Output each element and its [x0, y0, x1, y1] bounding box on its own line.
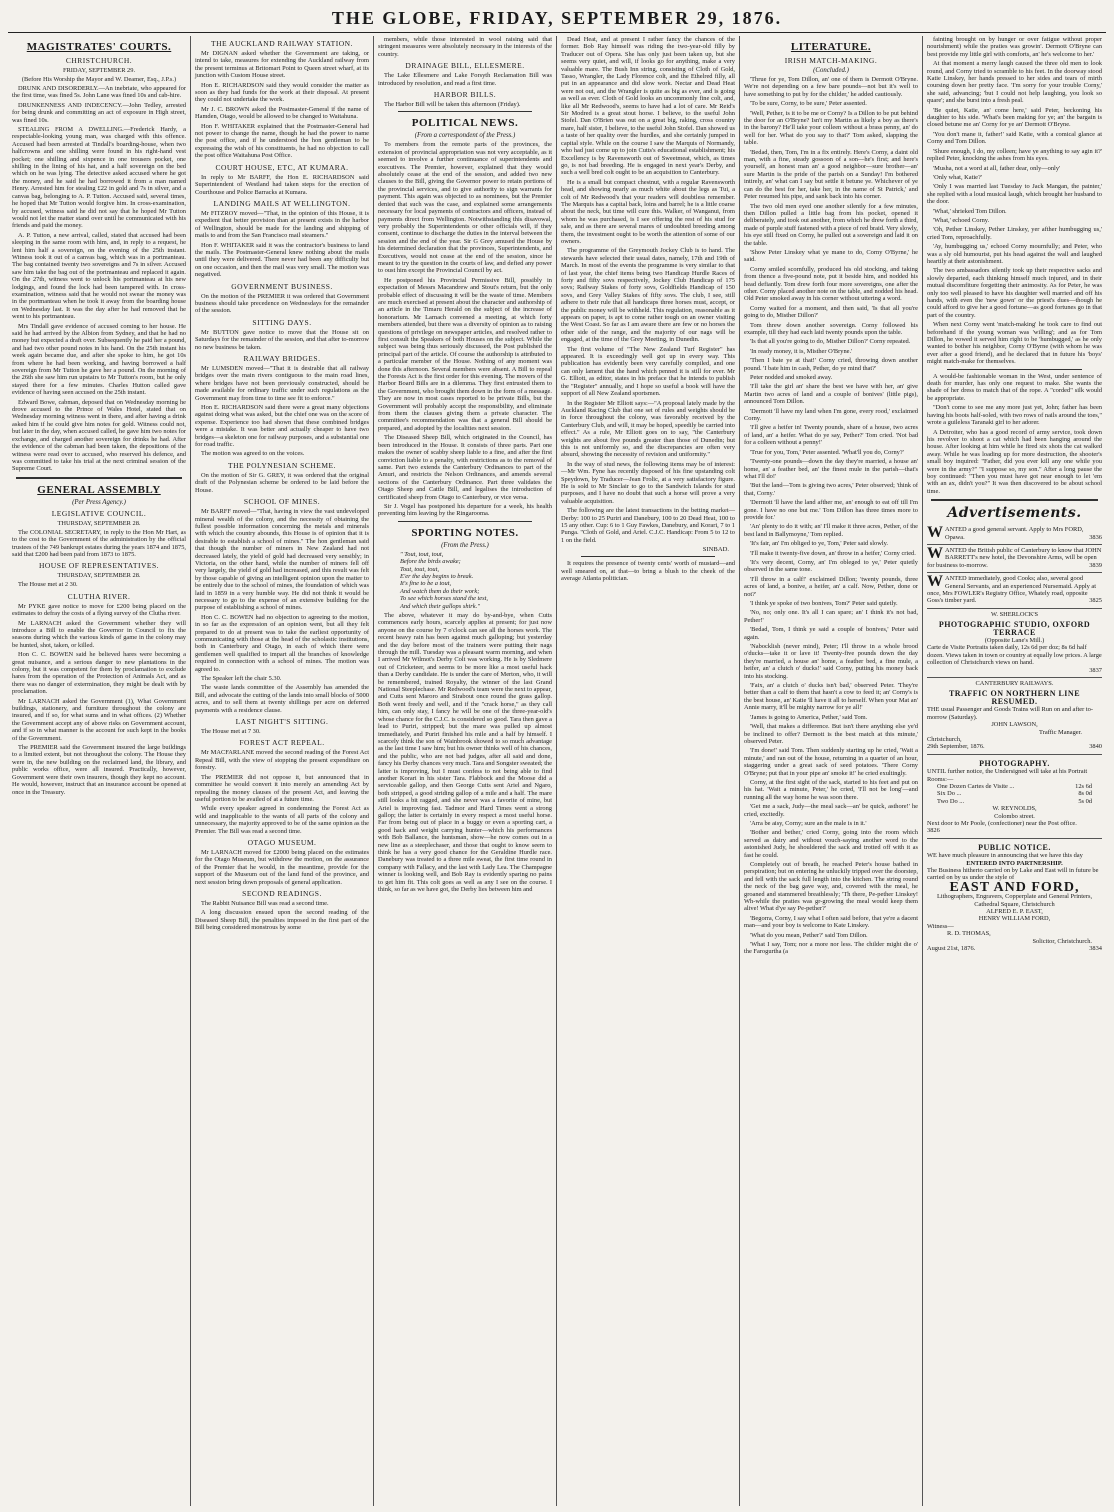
paragraph: 'In ready money, it is, Misther O'Bryne.'	[750, 347, 853, 355]
paragraph: Mr MACFARLANE moved the second reading of the Forest Act Repeal Bill, with the view of stopping the present expenditure on forestry.	[195, 749, 369, 772]
paragraph: The Rabbit Nuisance Bill was read a second time.	[201, 899, 329, 907]
subheading: GOVERNMENT BUSINESS.	[231, 281, 333, 291]
ad-sub: (Opposite Lane's Mill.)	[984, 637, 1045, 645]
paragraph: 'Is that all you're going to do, Misther Dillon?' Corny repeated.	[750, 338, 911, 346]
ad-date: 29th September, 1876.	[927, 743, 985, 751]
paragraph: At that moment a merry laugh caused the three old men to look round, and Corny tried to scramble to his feet. In the doorway stood Katie Linskey, her hands pressed to her sides and tears of mirth coursing down her pretty face. 'I'm sorry for your trouble Corny,' she said, advancing; 'but I could not help laughing, you look so quare'; and she burst into a fresh peal.	[927, 60, 1102, 105]
dateline: THURSDAY, SEPTEMBER 28.	[57, 519, 141, 527]
misc-item: "Don't come to see me any more just yet, John; father has been having his boots half-soled, with two rows of nails around the toes," wrote a guileless Taranaki girl to her adorer.	[927, 404, 1102, 427]
ad-signature: W. REYNOLDS,	[992, 805, 1037, 813]
council-heading: LEGISLATIVE COUNCIL.	[51, 508, 147, 518]
section-title: MAGISTRATES' COURTS.	[26, 41, 172, 53]
ad-date-row	[927, 743, 1102, 750]
divider	[581, 556, 715, 557]
paragraph: Mrs Tindall gave evidence of accused coming to her house. He said he had arrived by the Albion from Sydney, and that he had no money but expected a draft over. Subsequently he paid her a pound, and had two other pound notes in his hand. On the 25th instant his week again became due, and after she spoke to him, he got 10s from where he had been working, and having borrowed a half sovereign from Mr Tutton he gave her a pound. On the morning of the 26th she saw him run upstairs to Mr Tutton's room, but he only stayed there for a few minutes. Charles Hutton called gave evidence of having seen accused on the 25th instant.	[12, 322, 186, 397]
paragraph: Hon C. C. BOWEN had no objection to agreeing to the motion, in so far as the expression of an opinion went, but all they felt prepared to do at present was to take the earliest opportunity of communicating with those at the head of the scholastic institutions, both in Canterbury and Otago, in each of which there were gentlemen well qualified to impart all the branches of knowledge required in connection with a school of mines. The motion was agreed to.	[195, 613, 369, 673]
ad-number: 3840	[1089, 743, 1102, 751]
drop-cap: W	[927, 524, 943, 542]
paragraph: He postponed his Provincial Permissive Bill, possibly in expectation of Messrs Macandrew and Stout's return, but the only probable effect of discussing it will be the waste of time. Members are much exercised at present about the character and authorship of an article in the Timaru Herald on the subject of the increase of honorarium. Mr Larnach convened a meeting, at which forty members attended, but there was a diversity of opinion as to raising questions of privilege on newspaper articles, and resolved rather to first consult the Speakers of both Houses on the subject. While the subject was being thus seriously discussed, the Post published the principal part of the article. Of course the authorship is attributed to a particular member of the House. Nothing of any moment was done this afternoon. Several members were absent. A Bill to repeal the Forests Act is the first order for this evening. The movers of the Harbor Board Bills are in a dilemma. They first entrusted them to the Government, who brought them down in the form of a message. They are now in most cases reported to be private Bills, but the Government will probably accept the responsibility, and eliminate from them the clauses giving them a private character. The committee's recommendation was that a general Bill should be prepared, and adopted by the localities next session.	[378, 276, 552, 432]
ad-railways	[927, 678, 1102, 755]
paragraph: Mr FITZROY moved—"That, in the opinion of this House, it is expedient that better provision than at present exists in the harbor of Wellington, should be made for the landing and shipping of mails to and from the San Francisco mail steamers."	[195, 209, 369, 240]
paragraph: The programme of the Greymouth Jockey Club is to hand. The stewards have selected their usual dates, namely, 17th and 19th of March. In most of the events the programme is very similar to that of last year, the chief items being two Handicap Hurdle Races of forty and fifty sovs respectively, Jockey Club Handicap of 175 sovs; Railway Stakes of forty sovs, Goldfields Handicap of 150 sovs, and Grey Valley Stakes of fifty sovs. The club, I see, still adhere to their rule that all handicaps three horses must, accept, or the public money will be withheld. This regulation, reasonable as it appears on paper, is apt to come rather tough on an owner visiting the West Coast. So far as I am aware there are few or no horses the other side of the range, and the majority of our nags will be engaged, at the time of the Grey Meeting, in Dunedin.	[561, 247, 735, 344]
paragraph: The Lake Ellesmere and Lake Forsyth Reclamation Bill was introduced by resolution, and read a first time.	[378, 72, 552, 87]
divider	[398, 521, 532, 522]
misc-items	[927, 373, 1102, 496]
paragraph: 'What do you mean, Pether?' said Tom Dillon.	[750, 931, 868, 939]
divider	[947, 369, 1082, 370]
paragraph: On the motion of Sir G. GREY, it was ordered that the original draft of the Polynesian scheme be ordered to be laid before the House.	[195, 471, 369, 494]
ad-text: UNTIL further notice, the Undersigned will take at his Portrait Rooms:—	[927, 768, 1088, 783]
misc-item: A Detroiter, who has a good record of army service, took down his revolver to shoot a cat which had been hanging around the house. After looking at him while he fired six shots the cat walked away. While he was loading up for more destruction, the shooter's small boy inquired: "Father, did you ever kill any one while you were in the army?" "I suppose so, my son." After a long pause the boy continued: "Then you must have got near enough to let 'em with an ax, didn't you?" It was then discovered to be about school time.	[927, 428, 1102, 495]
partner-name: ALFRED E. P. EAST,	[986, 908, 1043, 916]
paragraph: 'No, no; only one. It's all I can spare; an' I think it's not bad, Pether!'	[744, 609, 918, 624]
section-title: POLITICAL NEWS.	[411, 117, 519, 130]
paragraph: 'Nabocklish (never mind), Peter; I'll throw in a whole brood o'ducks—take it or lave it! Twenty-five pounds down the day they're married, a house an' home, a feather bed, a fine mule, a heifer, an' a clutch o' ducks!' said Corny, putting his money back into his stocking.	[744, 643, 918, 680]
price-row	[927, 790, 1102, 797]
column-5	[740, 36, 923, 1506]
ad-title: TRAFFIC ON NORTHERN LINE RESUMED.	[948, 689, 1081, 706]
verse-line: " Tout, tout, tout,	[400, 550, 444, 558]
ad-number: 3834	[1089, 945, 1102, 953]
paragraph: members, while those interested in wool raising said that stringent measures were absolutely necessary in the interests of the country.	[378, 36, 552, 58]
ad-note: Next door to Mr Poole, (confectioner) near the Post office.	[927, 819, 1077, 827]
paragraph: The motion was agreed to on the voices.	[201, 450, 305, 458]
paragraph: Mr DIGNAN asked whether the Government are taking, or intend to take, measures for extending the Auckland railway from the present terminus at Britomart Point to Queen street wharf, at its junction with Custom House street.	[195, 50, 369, 80]
paragraph: fainting brought on by hunger or over fatigue without proper nourishment) while the praties was growin'. Dermott O'Bryne can best provide my little girl with comforts, an' he's welcome to her.'	[927, 36, 1102, 58]
ad-number: 3826	[927, 827, 940, 835]
section-title: LITERATURE.	[790, 41, 872, 53]
ad-role: Colombo street.	[994, 812, 1035, 820]
article-body	[927, 36, 1102, 366]
classified-ads	[927, 524, 1102, 609]
paragraph: 'What I say, Tom; nor a more nor less. The childer might die o' the Farogurtha (a	[744, 941, 918, 956]
paragraph: The PREMIER did not oppose it, but announced that in committee he would convert it into merely an amending Act by repealing the money clauses of the present Act, and leaving the useful portion to be availed of at a future time.	[195, 773, 369, 803]
paragraph: The Diseased Sheep Bill, which originated in the Council, has been introduced in the House. It consists of three parts. Part one makes the owner of scabby sheep liable to a fine, and after the first conviction liable to a penalty, with restrictions as to the removal of same. Part two extends the Canterbury Ordinances to part of the Amuri, and restricts the Nelson Ordinances, and amends several sections of the Canterbury Ordinance. Part three validates the Otago Sheep and Cattle Bill, and legalises the introduction of certificated sheep from Otago to Canterbury, or vice versa.	[378, 434, 552, 501]
ad-text: WE have much pleasure in announcing that we have this day	[927, 852, 1083, 860]
paragraph: Tom threw down another sovereign. Corny followed his example, till they had each laid twenty pounds upon the table.	[744, 321, 918, 336]
ad-sherlock	[927, 609, 1102, 678]
paragraph: 'I'll throw in a calf!' exclaimed Dillon; 'twenty pounds, three acres of land, a bonive, a heifer, an' a calf. Now, Pether, done or not?'	[744, 575, 918, 598]
paragraph: When next Corny went 'match-making' he took care to find out beforehand if the young woman was 'willing'; and as for Tom Dillon, he vowed it served him right to be 'humbugged,' as he only wanted to bother his neighbor, Corny O'Byrne (with whom he was ever after a good friend), and he declared that in future his 'boys' might match-make for themselves.	[927, 321, 1102, 366]
subheading: COURT HOUSE, ETC, AT KUMARA.	[215, 162, 349, 172]
paragraph: Corny waited for a moment, and then said, 'Is that all you're going to do, Misther Dillon?'	[744, 304, 918, 320]
paragraph: 'Dermott 'll have the land afther me, an' enough to eat off till I'm gone. I have no one but me.' Tom Dillon has three times more to provide for.'	[744, 499, 918, 521]
firm-name: EAST AND FORD,	[949, 879, 1080, 895]
paragraph: 'You don't mane it, father!' said Katie, with a comical glance at Corny and Tom Dillon.	[927, 130, 1102, 146]
ad-public-notice	[927, 839, 1102, 956]
paragraph: On the motion of the PREMIER it was ordered that Government business should take precedence on Wednesdays for the remainder of the session.	[195, 292, 369, 315]
subheading: LANDING MAILS AT WELLINGTON.	[213, 198, 351, 208]
paragraph: Mr BUTTON gave notice to move that the House sit on Saturdays for the remainder of the session, and that after to-morrow no new business be taken.	[195, 328, 369, 351]
house-heading: HOUSE OF REPRESENTATIVES.	[38, 561, 160, 571]
ad-text: The Business hitherto carried on by Lake and East will in future be carried on by us under the style of	[927, 867, 1099, 882]
paragraph: 'I'll make it twenty-five down, an' throw in a heifer,' Corny cried.	[750, 549, 916, 557]
verse-line: Before the birds awake;	[400, 558, 461, 566]
paragraph: 'To be sure, Corny, to be sure,' Peter assented.	[750, 100, 867, 108]
verse-line: E'er the day begins to break.	[400, 572, 474, 580]
verse	[400, 551, 552, 610]
byline: (From a correspondent of the Press.)	[414, 132, 516, 140]
ad-text: ANTED a good general servant. Apply to Mrs FORD, Opawa.	[945, 526, 1084, 541]
ad-emphasis: ENTERED INTO PARTNERSHIP.	[966, 859, 1063, 867]
divider	[16, 477, 182, 479]
ad-title: PUBLIC NOTICE.	[978, 842, 1051, 852]
ad-text: Carte de Visite Portraits taken daily, 12s 6d per doz; 8s 6d half dozen. Views taken in town or country at equally low prices. A large collection of Christchurch views on hand.	[927, 644, 1102, 667]
ad-number: 3839	[1089, 561, 1102, 569]
witness-label: Witness—	[927, 922, 954, 930]
dateline: FRIDAY, SEPTEMBER 29.	[62, 67, 136, 74]
paragraph: Edward Bowe, cabman, deposed that on Wednesday morning he drove accused to the Prince of Wales Hotel, stated that on Wednesday morning witness went in there, and after having a drink asked him if he could give him notes for gold. Witness could not, but later in the day, when accused called, he gave him two notes for exchange, and charged another sovereign for drinks he had. After the evidence of the cabman had been taken, the depositions of the witness were read over to accused, who reserved his defence, and was committed to take his trial at the next criminal session of the Supreme Court.	[12, 398, 186, 473]
paragraph: 'I'm done!' said Tom. Then suddenly starting up he cried, 'Wait a minute,' and ran out of the house, returning in a quarter of an hour, staggering under a great sack of seed potatoes. 'There Corny O'Bryne; put that in your pipe an' smoke it!' he cried exultingly.	[744, 747, 918, 777]
paragraph: 'Show Peter Linskey what ye mane to do, Corny O'Byrne,' he said.	[744, 248, 918, 264]
paragraph: 'Ay, humbugging us,' echoed Corny mournfully; and Peter, who was a sly old humourist, put his head against the wall and laughed heartily at their astonishment.	[927, 243, 1102, 265]
column-2	[191, 36, 374, 1506]
paragraph: 'Thrue for ye, Tom Dillon, an' one of them is Dermott O'Bryne. We're not depending on a few bare pounds—not but it's well to have something to put by for the childer,' he added cautiously.	[744, 76, 918, 98]
paragraph: A long discussion ensued upon the second reading of the Diseased Sheep Bill, the penalties imposed in the first part of the Bill being considered monstrous by some	[195, 909, 369, 932]
ad-title: PHOTOGRAPHY.	[979, 758, 1050, 768]
paragraph: STEALING FROM A DWELLING.—Frederick Hardy, a respectable-looking young man, was charged with this offence. Accused had been arrested at Tindall's boarding-house, when two halfcrowns and one shilling were found in his right-hand vest pocket; one shilling and sixpence in one trousers pocket, one shilling in the lining of his hat, and a half sovereign on the bed which on he was lying. The detective asked accused where he got the money, and he said he had borrowed it from a man named Henry. Arrested him for stealing £22 in gold and 7s in silver, and a canvas bag, belonging to A. P. Tutton. Accused said, several times, he hoped that Mr Tutton would forgive him. In cross-examination, by accused, witness said he did not say that he hoped Mr Tutton would not let the matter stand over until he communicated with his friends and paid the money.	[12, 126, 186, 230]
paragraph: 'An' plenty to do it with; an' I'll make it three acres, Pether, of the best land in Ballymoyne,' Tom replied.	[744, 523, 918, 538]
paragraph: 'What,' shrieked Tom Dillon.	[933, 207, 1007, 215]
paragraph: The Speaker left the chair 5.30.	[201, 675, 282, 683]
ad-title: PHOTOGRAPHIC STUDIO, OXFORD TERRACE	[938, 620, 1091, 637]
column-3	[374, 36, 557, 1506]
drop-cap: W	[927, 573, 943, 591]
partner-name: HENRY WILLIAM FORD,	[978, 915, 1051, 923]
paragraph: 'Bedad, then, Tom, I'm in a fix entirely. Here's Corny, a daint old man, with a fine, steady gossoon of a son—he's first; and here's yourself, an honest man an' a good neighbor—sure brother—an' sure Martin is the pride of the parish on a Sunday! I'm bothered intirely, an' what can I say but settle it betune ye. Whichever of ye can do the best for her, take her, in the name of St Patrick,' and Peter resumed his pipe, and sank back into his corner.	[744, 148, 918, 201]
paragraph: The House met at 2 30.	[18, 581, 78, 589]
paragraph: 'But the land—Tom is giving two acres,' Peter observed; 'think of that, Corny.'	[744, 482, 918, 497]
masthead-rule	[8, 32, 1106, 33]
verse-line: Tout, tout, tout,	[400, 565, 440, 573]
paragraph: 'It's very decent, Corny, an' I'm obleged to ye,' Peter quietly observed in the same tone.	[744, 558, 918, 574]
subheading: FOREST ACT REPEAL.	[239, 738, 325, 748]
misc-item: A would-be fashionable woman in the West, under sentence of death for murder, has only one request to make. She wants the shade of her dress to match that of the rope. A "corded" silk would be appropriate.	[927, 372, 1102, 402]
ad-name: CANTERBURY RAILWAYS.	[975, 680, 1054, 688]
subheading: SCHOOL OF MINES.	[243, 497, 321, 507]
paragraph: The Harbor Bill will be taken this afternoon (Friday).	[384, 101, 521, 109]
price-item: Two Do ...	[937, 797, 965, 805]
price-value: 5s 0d	[1078, 797, 1092, 805]
article-body	[744, 76, 918, 956]
paragraph: Mr BARFF moved—"That, having in view the vast undeveloped mineral wealth of the colony, and the necessity of obtaining the fullest possible information concerning the metals and minerals with which the country abounds, this House is of opinion that it is desirable to establish a school of mines." The hon gentleman said that though the number of miners in New Zealand had not decreased lately, the yield of gold had decreased very sensibly; in Victoria, on the other hand, while the number of miners fell off very largely, the yield of gold had increased, and this result was felt by those capable of giving an intelligent opinion upon the matter to be entirely due to the school of mines, the foundation of which was laid in 1859 in a very humble way. He did not think it would be necessary to go to the expense of an extensive building for the purpose of establishing a school of mines.	[195, 508, 369, 612]
paragraph: The PREMIER said the Government insured the large buildings to a limited extent, but not throughout the colony. The House they were in, the new building on the reclaimed land, the library, and public works office, were all insured. Practically, however, Government were their own insurers, though they kept no account. He would, however, instruct that an insurance account be opened at once in the Treasury.	[12, 744, 186, 796]
price-item: One Dozen Cartes de Visite ...	[937, 782, 1015, 790]
witness-role: Solicitor, Christchurch.	[1032, 937, 1092, 945]
paragraph: In the way of stud news, the following items may be of interest:—Mr Wm. Fyne has recently disposed of his fine upstanding colt Speydown, by Traducer—Jean Frolic, at a very satisfactory figure. He is sold to Mr Sinclair to go to the Sandwich Islands for stud purposes, and I have no doubt that such a horse will prove a very valuable acquisition.	[561, 460, 735, 505]
paragraph: 'James is going to America, Pether,' said Tom.	[750, 713, 868, 721]
paragraph: 'Arra be aisy, Corny; sure an the male is in it.'	[750, 819, 867, 827]
paragraph: Mr LARNACH moved for £2000 being placed on the estimates for the Otago Museum, but withdrew the motion, on the assurance of the Premier that he would, in the meantime, provide for the support of the Museum out of the land fund of the province, and next session bring down proposals of general application.	[195, 848, 369, 886]
paragraph: 'Musha, not a word at all, father dear, only—only'	[933, 164, 1061, 172]
ad-name: W. SHERLOCK'S	[990, 610, 1039, 618]
ad-number: 3837	[1089, 666, 1102, 674]
verse-line: And watch them do their work;	[400, 587, 480, 595]
paragraph: 'Only I was married last Tuesday to Jack Mangan, the painter,' she replied with a loud musical laugh, which brought her husband to the door.	[927, 183, 1102, 206]
price-value: 8s 0d	[1078, 790, 1092, 798]
subheading: OTAGO MUSEUM.	[247, 837, 317, 847]
column-6	[923, 36, 1106, 1506]
paragraph: Hon E. RICHARDSON said there were a great many objections against doing what was asked, but the chief one was on the score of expense. Experience too had shown that these combined bridges were a mistake. It was better and actually cheaper to have two bridges—a skeleton one for railway purposes, and a substantial one for road traffic.	[195, 404, 369, 449]
divider	[931, 499, 1098, 501]
paragraph: Corny smiled scornfully, produced his old stocking, and taking from thence a five-pound note, put it beside him, and nodded his head defiantly. Tom drew forth four more sovereigns, one after the other. Corny placed another note on the table, and nodded his head. Old Peter smoked away in his corner without uttering a word.	[744, 265, 918, 303]
firm-place: Cathedral Square, Christchurch	[974, 900, 1055, 908]
before-line: (Before His Worship the Mayor and W. Deamer, Esq., J.P.s.)	[21, 76, 177, 83]
subheading: RAILWAY BRIDGES.	[243, 354, 321, 363]
ad-signature: JOHN LAWSON,	[991, 721, 1038, 729]
paragraph: The House met at 7 30.	[201, 728, 261, 736]
divider	[398, 111, 532, 112]
ad-number: 3836	[1089, 533, 1102, 541]
ads-title: Advertisements.	[947, 505, 1082, 522]
subheading: LAST NIGHT'S SITTING.	[235, 717, 329, 727]
article-body	[12, 85, 186, 473]
price-value: 12s 6d	[1075, 782, 1092, 790]
columns	[8, 36, 1106, 1506]
paragraph: The following are the latest transactions in the betting market—Derby: 100 to 25 Puriri and Danebury, 100 to 20 Dead Heat, 100 to 15 any other. Cup: 6 to 1 Guy Fawkes, Danebury, and Korari, 7 to 1 Punga. "Cloth of Gold, and Ariel. C.J.C. Handicap: From 5 to 12 to 1 on the field.	[561, 507, 735, 544]
ad-text: ANTED the British public of Canterbury to know that JOHN BARRETT's new hotel, the Devonshire Arms, will be open for business to-morrow.	[927, 546, 1102, 569]
paragraph: 'Well, that makes a difference. But isn't there anything else ye'd be inclined to offer? Dermott is the best match at this minute,' observed Peter.	[744, 723, 918, 745]
paragraph: A. P. Tutton, a new arrival, called, stated that accused had been sleeping in the same room with him, and, in reply to a request, he lent him half a sovereign, on the evening of the 25th instant. Witness took it out of a canvas bag, which was in a portmanteau. The bag contained twenty two sovereigns and 7s in silver. Accused saw him take the bag out of the portmanteau and replaced it again. On the 27th, witness went to unlock his portmanteau at his new lodgings, and found the lock had been tampered with. In cross-examination, witness said that he would not swear the money was in the portmanteau when he took it away from the boarding house on Wednesday last. It was the day after he had removed that he went to his portmanteau.	[12, 231, 186, 321]
ad-role: Traffic Manager.	[1039, 728, 1082, 736]
paragraph: Dead Heat, and at present I rather fancy the chances of the former. Bob Ray himself was riding the two-year-old filly by Traducer out of Opera. She has only just been taken up, but she seems very quiet, and will, if looks go for anything, make a very valuable mare. The Bush Inn string, consisting of Cloth of Gold, Tasso, Wrangler, the Lady Florence colt, and the Ethelred filly, all put in an appearance and did slow work. Nectar and Dead Heat were not out, and the Wrangler is quite as big as ever, and is going as well as ever. Cloth of Gold looks an uncommonly fine colt, and, like all Mr Redwood's, seems to have had a lot of care. Mr Reid's Sir Modred is a great stout horse. I believe, to the useful John Stofel. Dan O'Brien was out on a great big, raking, cross country mare, half sister, I believe, to the useful John Stofel. Dan showed us a taste of her quality over the hurdles, and she certainly jumped in capital style. While on the course I saw the Marquis of Normandy, who had just come up to join Cutts's educational establishment; his Excellency is by Ravensworth out of Sweetmeat, which, as times go, is not bad breeding. He is engaged in next year's Derby, and such a well bred colt ought to be an acquisition to Canterbury.	[561, 36, 735, 177]
firm-description: Lithographers, Engravers, Copperplate and General Printers,	[936, 893, 1093, 901]
paragraph: The COLONIAL SECRETARY, in reply to the Hon Mr Hart, as to the cost to the Government of the administration by the official trustees of the 749 bankrupt estates during the years 1874 and 1875, said that £200 had been paid from 1873 to 1875.	[12, 528, 186, 558]
paragraph: Mr PYKE gave notice to move for £200 being placed on the estimates to defray the costs of a flying survey of the Clutha river.	[12, 602, 186, 618]
paragraph: DRUNK AND DISORDERLY.—An inebriate, who appeared for the first time, was fined 5s. John Lane was fined 10s and cab-hire.	[12, 85, 186, 100]
paragraph: The two ambassadors silently took up their respective sacks and slowly departed, each thinking himself much injured, and in their mutual discomfiture forgetting their animosity. As for Peter, he was only too well pleased to have his daughter well married and off his hands, with even the 'new gown' or the priest's dues—though he could afford to give her a good fortune—as good fortunes go in that part of the country.	[927, 267, 1102, 319]
signature: SINBAD.	[702, 546, 729, 554]
drop-cap: W	[927, 544, 943, 562]
subheading: THE AUCKLAND RAILWAY STATION.	[211, 39, 353, 48]
subheading: SECOND READINGS.	[242, 888, 322, 898]
paragraph: DRUNKENNESS AND INDECENCY.—John Tedley, arrested for being drunk and committing an act of exposure in High street, was fined 10s.	[12, 101, 186, 124]
paragraph: 'Be quiet, Katie, an' come here,' said Peter, beckoning his daughter to his side. 'What's been making for ye; an' the bargain is closed betune me an' Corny for ye an' Dermott O'Bryne.	[927, 106, 1102, 129]
paragraph: Completely out of breath, he reached Peter's house bathed in perspiration; but on entering he unluckily tripped over the doorstep, and fell with the sack full length into the kitchen. The string round the neck of the bag gave way, and, covered with the meal, he groaned and stammered breathlessly; 'Th there, Pe-pether Linskey! Wh-while the praties was gr-growing the meal would keep them alive! What d'ye say Pe-pether?'	[744, 861, 918, 913]
price-item: Six Do ...	[937, 790, 962, 798]
paragraph: 'Faix, an' a clutch o' ducks isn't bad,' observed Peter. 'They're better than a calf to them that hasn't a cow to feed it; an' Corny's is the best house, an' Katie 'll have it all to herself. When your Mat an' Annie marry, it'll be mighty narrow for ye all!'	[744, 682, 918, 712]
ad-photography	[927, 755, 1102, 839]
classified-ad	[927, 545, 1102, 573]
paragraph: 'Bother and bether,' cried Corny, going into the room which served as dairy and without vouch-saying another word to the astonished Judy, he shouldered the sack and trotted off with it as fast he could.	[744, 829, 918, 859]
story-title: IRISH MATCH-MAKING.	[784, 56, 878, 65]
paragraph: 'Get me a sack, Judy—the meal sack—an' be quick, asthore!' he cried, excitedly.	[744, 803, 918, 818]
paragraph: 'Bedad, Tom, I think ye said a couple of bonives,' Peter said again.	[744, 626, 918, 641]
price-row	[927, 798, 1102, 805]
paragraph: He is a small but compact chestnut, with a regular Ravensworth head, and showing nearly as much white about the legs as Tui, a colt of Mr Redwood's that your readers will doubtless remember. The Marquis has a capital back, loins and barrel; he is a little coarse about the neck, but time will cure this. Walker, of Wanganui, from whom he was purchased, is I see offering the rest of his stud for sale, and as there are several mares of undoubted breeding among them, the investment ought to be worth the attention of some of our owners.	[561, 178, 735, 245]
paragraph: Hon C. C. BOWEN said he believed hares were becoming a great nuisance, and a serious danger to new plantations in the colony, but it was competent for them by proclamation to exclude hares from the operation of the Protection of Animals Act, and as there was no danger of extermination, they might be dealt with by proclamation.	[12, 651, 186, 696]
paragraph: Mr LARNACH asked the Government whether they will introduce a Bill to enable the Governor in Council to fix the seasons during which the various kinds of game in the colony may be hunted, shot, taken, or killed.	[12, 619, 186, 649]
paragraph: 'What,' echoed Corny.	[933, 216, 990, 224]
paragraph: 'True for you, Tom,' Peter assented. 'What'll you do, Corny?'	[750, 448, 904, 456]
verse-line: It's fine to be a tout,	[400, 580, 452, 588]
paragraph: 'I'll take the girl an' share the best we have with her, an' give Martin two acres of land and a couple of bonives' (little pigs), announced Tom Dillon.	[744, 383, 918, 406]
verse-line: And which their gallops shirk."	[400, 602, 480, 610]
classified-ad	[927, 573, 1102, 609]
ad-text: ANTED immediately, good Cooks; also, several good General Servants, and an experienced Nursemaid. Apply at once, Mrs FOWLER's Registry Office, Whately road, opposite Goss's timber yard.	[927, 575, 1097, 605]
paragraph: 'I'll give a heifer in! Twenty pounds, share of a house, two acres of land, an' a heifer. What do ye say, Pether?' Tom cried. 'Not bad for a colleen without a penny!'	[744, 424, 918, 447]
paragraph: Mr J. C. BROWN asked the Postmaster-General if the name of Hamden, Otago, would be allowed to be changed to Waitahuna.	[195, 105, 369, 121]
paragraph: Peter nodded and smoked away.	[750, 374, 833, 382]
witness-date-row	[927, 945, 1102, 952]
column-4	[557, 36, 740, 1506]
paragraph: 'Dermott 'll have my land when I'm gone, every rood,' exclaimed Corny.	[744, 407, 918, 423]
ad-text: THE usual Passenger and Goods Trains will Run on and after to-morrow (Saturday).	[927, 706, 1093, 721]
witness-date: August 21st, 1876.	[927, 945, 976, 953]
paragraph: While every speaker agreed in condemning the Forest Act as wild and inapplicable to the wants of all parts of the colony and unnecessary, the majority approved to be of the same opinion as the Premier. The Bill was read a second time.	[195, 805, 369, 835]
subheading: SITTING DAYS.	[252, 317, 312, 327]
paragraph: To members from the remote parts of the provinces, the extension of provincial appropriation was not very acceptable, as it seemed to involve a further continuance of superintendents and executives. The Premier, however, explained that they would absolutely cease at the end of the session, and added two new clauses to the Bill, giving the Governor power to retain portions of the provincial services, and to give authority to sign warrants for payment. This again was objected to as nominees, but the Premier denied that such was the case, and explained some arrangements necessary for local payments of contractors and officers, instead of payments direct from Wellington. Notwithstanding this disavowal, very probably the Superintendents or other officials will, if they consent, continue to discharge the duties in the interval between the session and the end of the year. Sir G Grey amused the House by his determined declaration that the provinces, Superintendents, and Executives, would not cease at the end of the session, since he meant to try the question in the courts of law, and defied any power to oust him except the Provincial Council by act.	[378, 141, 552, 275]
verse-line: To see which horses stand the test,	[400, 595, 488, 603]
ad-place: Christchurch,	[927, 735, 962, 743]
paragraph: In reply to Mr BARFF, the Hon E. RICHARDSON said Superintendent of Westland had taken steps for the erection of Courthouse and Police Barracks at Kumara.	[195, 173, 369, 196]
classified-ad	[927, 524, 1102, 545]
paragraph: 'Then I bate ye at that!' Corny cried, throwing down another pound. 'I bate him in cash, Pether, do ye mind that?'	[744, 357, 918, 372]
paragraph: The two old men eyed one another silently for a few minutes, then Dillon pulled a little bag from his pocket, opened it deliberately, and took out another, from which he drew forth a third, made of purple stuff fastened with a piece of red braid. Very slowly, his eye still fixed on Corny, he pulled out a sovereign and laid it on the table.	[744, 202, 918, 247]
column-1	[8, 36, 191, 1506]
ad-number: 3825	[1089, 597, 1102, 605]
paragraph: Mr LUMSDEN moved—"That it is desirable that all railway bridges over the main rivers contiguous to the main road lines, where bridges have not been previously constructed, should be made available for ordinary traffic under such regulations as the Government may from time to time see fit to enforce."	[195, 365, 369, 402]
agency-line: (Per Press Agency.)	[72, 498, 126, 506]
paragraph: The first volume of "The New Zealand Turf Register" has appeared. It is exceedingly well got up in every way. This publication has evidently been very carefully compiled, and one can only lament that the hand which penned it is still for ever. Mr G. Elliott, as editor, states in his preface that he intends to publish the "Register" annually, and I hope so useful a book will have the support of all New Zealand sportsmen.	[561, 345, 735, 398]
paragraph: 'I think ye spoke of two bonives, Tom?' Peter said quietly.	[750, 600, 898, 607]
paragraph: Mr LARNACH asked the Government (1), What Government buildings, stationery, and furniture throughout the colony are insured, and if so, for what sums and in what offices. (2) Whether the Government accept any of above risks on Government account, and if so in what manner is the account for such kept in the books of the Government.	[12, 697, 186, 742]
witness-name: R. D. THOMAS,	[947, 930, 991, 938]
paragraph: 'Shure enough, I do, my colleen; have ye anything to say agin it?' replied Peter, knocking the ashes from his eyes.	[927, 147, 1102, 163]
paragraph: The above, whatever it may do by-and-bye, when Cutts commences early hours, scarcely applies at present; for just now anyone on the course by 7 o'clock can see all the horses work. The recent heavy rain has been against much galloping; but yesterday and the day before most of the trainers were putting their nags through the mill. Tuesday was a pleasant warm morning, and when I arrived Mr Wilmot's Derby Colt was working. He is by Sledmere out of Cricketeer, and seems to be more like a most useful hack than a Derby candidate. He is under the care of Merton, who, it will be remembered, trained Royalty, the winner of the last Grand National Steeplechase. Mr Redwood's team were the next to appear, and Cutts sent Maroro and Sirabout once round the grass gallop. Both went freely and well, and if the "crack horse," as they call him, can only stay, I fancy he will be one of the three-year-old's whose chance for the C.J.C. is considered so good. Tara then gave a lead to Puriri, stripped; but the mare was pulled up almost immediately, and Puriri finished his mile and a half by himself. I scarcely think the son of Wainbrook showed to so much advantage as the last time I saw him; but his owner thinks well of his chances, and the public, who are not bad judges, after all said and done, fancy his Derby chances very much. Tara and Songster sweated; the latter is improving, but I must confess to not being able to find another Korari in his sister Tara. Flabbock and the Moose did a serviceable gallop, and then George Cutts sent Ariel and Ngaro, both stripped, a good striding gallop of a mile and a half. The mare still looks a bit ragged, and she never was a favorite of mine, but Ariel is improving fast. Tadmor and Hard Times went a strong gallop; the latter is certainly in every respect a most useful horse. Far from being out of place in a buggy or even a sporting cart, a good hack and weight carrying hunter—which his performances with Bob Ballance, the huntsman, show—he now comes out in a new line as a steeplechaser, and those that ought to know seem to think he has a very good chance for the Geraldine Hurdle race. Danebury was treated to a three mile sweat, the first time round in company with Fallacy, and the last with Lady Lea. The Champagne winner is looking well, and Bob Ray is evidently sparing no pains to get him fit. This colt goes as well as any I see on the course. I think, so far as we have got, the Derby lies between him and	[378, 612, 552, 894]
paragraph: Hon E. RICHARDSON said they would consider the matter as soon as they had funds for the work at their disposal. At present they could not undertake the work.	[195, 81, 369, 104]
section-title: GENERAL ASSEMBLY	[37, 483, 161, 496]
concluded-note: (Concluded.)	[813, 67, 849, 74]
place-heading: CHRISTCHURCH.	[65, 56, 133, 65]
paragraph: 'It's fair, an' I'm obliged to ye, Tom,' Peter said slowly.	[750, 540, 888, 548]
paragraph: 'Begorra, Corny, I say what I often said before, that ye're a dacent man—and your boy is welcome to Kate Linskey.	[744, 914, 918, 930]
subheading: THE POLYNESIAN SCHEME.	[228, 460, 336, 470]
masthead: THE GLOBE, FRIDAY, SEPTEMBER 29, 1876.	[331, 8, 783, 28]
paragraph: Sir J. Vogel has postponed his departure for a week, his health preventing him leaving by the Ringarooma.	[378, 502, 552, 518]
paragraph: Hon F. WHITAKER explained that the Postmaster-General had not power to change the name, though he had the power to name the post office, and if he understood the hon gentleman to be expressing the wish of his constituents, he had no objection to call the post office Waitahuna Post Office.	[195, 122, 369, 160]
paragraph: 'Only what, Katie?'	[933, 173, 982, 181]
byline: (From the Press.)	[441, 541, 489, 549]
subheading: HARBOR BILLS.	[433, 90, 497, 100]
paragraph: 'Well, Pether, is it to be me or Corny? Is a Dillon to be put behind the door for an O'Bryne? Isn't my Martin as likely a boy as there's in the barony? He'll take your colleen without a brass penny, an' do well for her. What do you say to that?' Tom asked, slapping the table.	[744, 109, 918, 147]
paragraph: 'Twenty-one pounds—down the day they're married, a house an' home, an' a feather bed, an' the finest mule in the parish—that's what I'll do!'	[744, 458, 918, 480]
paragraph: In the Register Mr Elliott says:—"A proposal lately made by the Auckland Racing Club that one set of rules and weights should be in force throughout the colony, was favorably received by the Canterbury Club, and will, it may be hoped, speedily be carried into effect." As a rule, Mr Elliott goes on to say, "the Canterbury weights are about five pounds greater than those of Dunedin; but this is not uniformly so, and the discrepancies are often very absurd, showing the necessity of revision and uniformity."	[561, 399, 735, 459]
paragraph: Hon F. WHITAKER said it was the contractor's business to land the mails. The Postmaster-General knew nothing about the mails until they were delivered. There never had been any difficulty but on one occasion, and then the mail was very small. The motion was negatived.	[195, 241, 369, 279]
paragraph: It requires the presence of twenty cents' worth of mustard—and well smeared on, at that—to bring a blush to the cheek of the average Atlanta politician.	[561, 560, 735, 583]
paragraph: Corny, at the first sight of the sack, started to his feet and put on his hat. 'Wait a minute, Peter,' he cried, 'I'll not be long'—and running all the way home he was soon there.	[744, 778, 918, 801]
subheading: CLUTHA RIVER.	[67, 591, 131, 601]
dateline: THURSDAY, SEPTEMBER 28.	[57, 572, 141, 580]
section-title: SPORTING NOTES.	[411, 526, 519, 539]
price-row	[927, 783, 1102, 790]
paragraph: The waste lands committee of the Assembly has amended the Bill, and advocate the cutting of the lands into small blocks of 5000 acres, and to sell them at twenty shillings per acre on deferred payments with a residence clause.	[195, 684, 369, 714]
paragraph: 'Oh, Pether Linskey, Pether Linskey, yer afther humbugging us,' cried Tom, reproachfully.	[927, 226, 1102, 241]
subheading: DRAINAGE BILL, ELLESMERE.	[405, 61, 525, 71]
